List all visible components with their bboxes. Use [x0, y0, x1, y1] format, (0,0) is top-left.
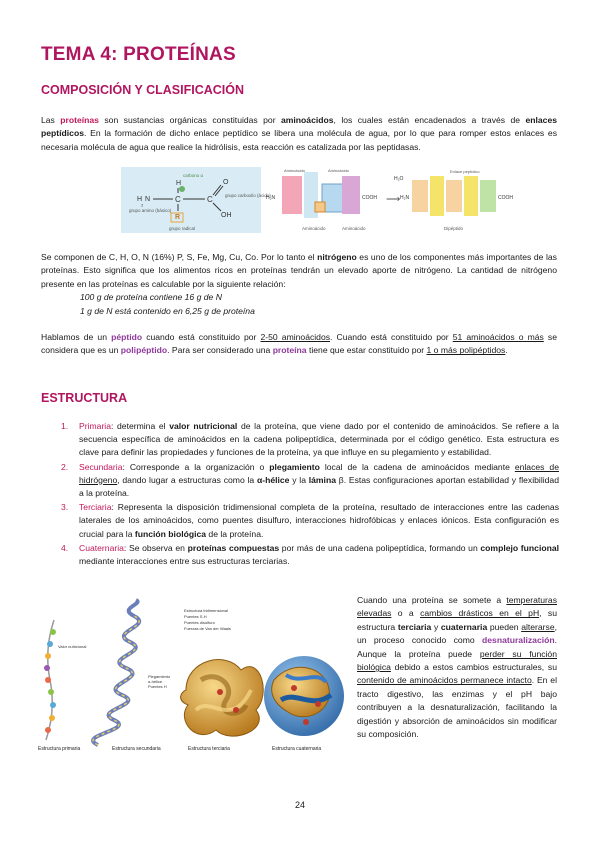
- peptide-bond-figure: [262, 166, 562, 234]
- svg-text:N: N: [145, 196, 151, 203]
- label-estructura-secundaria: Estructura secundaria: [112, 746, 161, 752]
- term-proteinas: proteínas: [60, 115, 99, 125]
- svg-text:Fuerzas de Van der Waals: Fuerzas de Van der Waals: [184, 626, 231, 631]
- relation-line-2: 1 g de N está contenido en 6,25 g de proteína: [80, 306, 255, 316]
- svg-text:H₂N: H₂N: [266, 195, 276, 201]
- svg-text:Puentes H: Puentes H: [148, 684, 167, 689]
- svg-text:grupo radical: grupo radical: [169, 226, 196, 231]
- svg-text:O: O: [223, 179, 229, 186]
- svg-text:Aminoácido: Aminoácido: [328, 168, 349, 173]
- svg-text:Aminoácido: Aminoácido: [284, 168, 305, 173]
- svg-text:₂: ₂: [141, 202, 144, 208]
- page-number: 24: [294, 800, 305, 810]
- svg-text:C: C: [175, 195, 181, 204]
- protein-structure-levels-figure: [36, 600, 354, 752]
- secondary-structure-illustration: [93, 600, 171, 745]
- svg-text:⟶: ⟶: [386, 194, 401, 205]
- label-estructura-terciaria: Estructura terciaria: [188, 746, 230, 752]
- svg-text:Aminoácido: Aminoácido: [342, 226, 366, 231]
- list-item-secundaria: 2. Secundaria: Corresponde a la organización o plegamiento local de la cadena de aminoácidos mediante enlaces de hidrógeno, dando lugar a estructuras como la α-hélice y la lámina β. Estas configuraciones aportan estabilidad y flexibilidad a la proteína.: [61, 461, 559, 499]
- svg-text:OH: OH: [221, 212, 232, 219]
- svg-text:Enlace peptídico: Enlace peptídico: [450, 169, 480, 174]
- svg-text:Aminoácido: Aminoácido: [302, 226, 326, 231]
- svg-text:Plegamiento: Plegamiento: [148, 674, 171, 679]
- svg-text:carbono α: carbono α: [183, 173, 204, 178]
- paragraph-desnaturalizacion: Cuando una proteína se somete a temperaturas elevadas o a cambios drásticos en el pH, su estructura terciaria y cuaternaria pueden alterarse, un proceso conocido como desnaturalización. Aunque la proteína puede perder su función biológica debido a estos cambios estructurales, su contenido de aminoácidos permanece intacto. En el tracto digestivo, las enzimas y el pH bajo contribuyen a la desnaturalización, facilitando la digestión y absorción de aminoácidos sin modificar su composición.: [357, 595, 558, 740]
- svg-text:H: H: [137, 196, 143, 203]
- relation-line-1: 100 g de proteína contiene 16 g de N: [80, 292, 222, 302]
- section-heading-estructura: ESTRUCTURA: [41, 391, 128, 405]
- label-estructura-cuaternaria: Estructura cuaternaria: [272, 746, 322, 752]
- page-title: TEMA 4: PROTEÍNAS: [41, 44, 236, 65]
- svg-text:Puentes disulfuro: Puentes disulfuro: [184, 620, 215, 625]
- structure-list: [41, 420, 559, 569]
- svg-text:R: R: [175, 214, 181, 221]
- svg-text:H: H: [176, 180, 182, 187]
- list-item-cuaternaria: 4. Cuaternaria: Se observa en proteínas compuestas por más de una cadena polipeptídica, formando un complejo funcional mediante interacciones entre sus estructuras terciarias.: [61, 542, 559, 567]
- svg-text:α-hélice: α-hélice: [148, 679, 163, 684]
- svg-text:Estructura tridimensional: Estructura tridimensional: [184, 608, 229, 613]
- label-estructura-primaria: Estructura primaria: [38, 746, 81, 752]
- list-item-primaria: 1. Primaria: determina el valor nutricional de la proteína, que viene dado por el contenido de aminoácidos. Se refiere a la secuencia específica de aminoácidos en la cadena polipeptídica, determinada por el código genético. Esta estructura es clave para definir las propiedades y funciones de la proteína, ya que influye en su plegamiento y estabilidad.: [61, 421, 559, 458]
- svg-text:grupo carboxilo (ácido): grupo carboxilo (ácido): [225, 193, 271, 198]
- svg-text:Puentes S-H: Puentes S-H: [184, 614, 207, 619]
- paragraph-peptidos: Hablamos de un péptido cuando está constituido por 2-50 aminoácidos. Cuando está constituido por 51 aminoácidos o más se considera que es un polipéptido. Para ser considerado una proteína tiene que estar constituido por 1 o más polipéptidos.: [41, 332, 557, 356]
- tertiary-structure-illustration: [181, 608, 264, 736]
- amino-acid-structure-figure: [121, 167, 271, 233]
- primary-structure-illustration: [44, 620, 86, 740]
- svg-text:COOH: COOH: [498, 195, 513, 201]
- svg-text:grupo amino (básico): grupo amino (básico): [129, 208, 172, 213]
- svg-text:H₂N: H₂N: [400, 195, 410, 201]
- section-heading-composicion: COMPOSICIÓN Y CLASIFICACIÓN: [41, 83, 245, 97]
- svg-text:Valor nutricional: Valor nutricional: [58, 644, 87, 649]
- svg-text:COOH: COOH: [362, 195, 377, 201]
- svg-text:H₂O: H₂O: [394, 176, 404, 182]
- svg-text:C: C: [207, 195, 213, 204]
- paragraph-intro: Las proteínas son sustancias orgánicas constituidas por aminoácidos, los cuales están encadenados a través de enlaces peptídicos. En la formación de dicho enlace peptídico se libera una molécula de agua, por lo que para romper estos enlaces es necesaria molécula de agua que realice la hidrólisis, esta reacción es catalizada por las peptidasas.: [41, 115, 558, 152]
- svg-text:Dipéptido: Dipéptido: [444, 226, 464, 231]
- paragraph-composicion: Se componen de C, H, O, N (16%) P, S, Fe, Mg, Cu, Co. Por lo tanto el nitrógeno es uno de los componentes más importantes de las proteínas. Esto significa que los alimentos ricos en proteínas tendrán un elevado aporte de nitrógeno. La cantidad de nitrógeno presente en las proteínas es calculable por la siguiente relación:: [41, 252, 557, 289]
- quaternary-structure-illustration: [264, 656, 344, 736]
- list-item-terciaria: 3. Terciaria: Representa la disposición tridimensional completa de la proteína, resultado de interacciones entre las cadenas laterales de los aminoácidos, como puentes disulfuro, interacciones hidrofóbicas y enlaces iónicos. Esta configuración es crucial para la función biológica de la proteína.: [61, 502, 559, 539]
